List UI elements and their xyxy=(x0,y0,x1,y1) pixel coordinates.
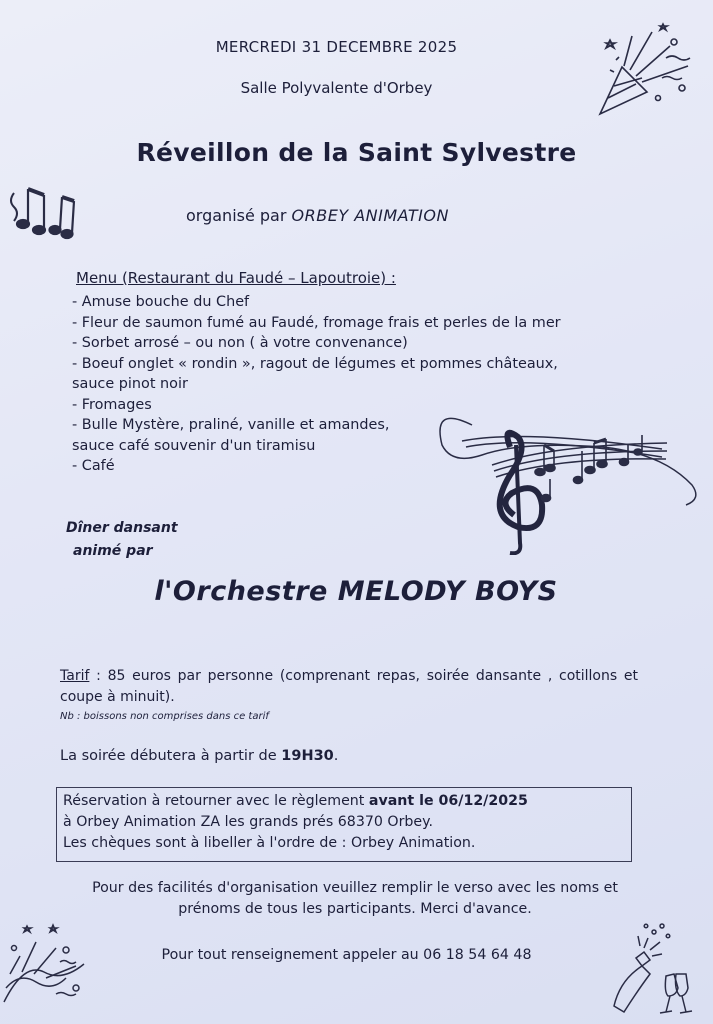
reservation-box xyxy=(56,787,632,862)
dinner-line-2: animé par xyxy=(73,543,153,559)
list-item: - Bulle Mystère, praliné, vanille et amandes, xyxy=(72,417,390,433)
organizer-prefix: organisé par xyxy=(186,206,287,225)
start-end: . xyxy=(333,748,339,764)
reservation-text: Réservation à retourner avec le règlement xyxy=(63,793,369,809)
list-item: - Café xyxy=(72,458,115,474)
reservation-line-1 xyxy=(63,791,631,812)
music-notes-icon xyxy=(4,183,79,241)
menu-heading: Menu (Restaurant du Faudé – Lapoutroie) : xyxy=(76,269,396,287)
orchestra-name: l'Orchestre MELODY BOYS xyxy=(154,576,558,607)
reservation-line-2: à Orbey Animation ZA les grands prés 68370 Orbey. xyxy=(63,814,434,830)
list-item: - Sorbet arrosé – ou non ( à votre convenance) xyxy=(72,335,408,351)
list-item: - Fleur de saumon fumé au Faudé, fromage frais et perles de la mer xyxy=(72,314,561,331)
list-item: sauce café souvenir d'un tiramisu xyxy=(72,437,316,454)
start-text: La soirée débutera à partir de xyxy=(60,748,282,764)
facilities-line-2: prénoms de tous les participants. Merci d'avance. xyxy=(178,901,532,917)
contact-phone: Pour tout renseignement appeler au 06 18 54 64 48 xyxy=(161,947,532,963)
organizer xyxy=(186,206,449,225)
list-item: sauce pinot noir xyxy=(72,376,188,392)
organizer-name: ORBEY ANIMATION xyxy=(291,206,449,225)
facilities-note xyxy=(40,878,670,920)
champagne-icon xyxy=(606,918,702,1016)
treble-clef-staff-icon xyxy=(432,405,697,555)
tarif-label: Tarif xyxy=(60,668,90,684)
event-date: MERCREDI 31 DECEMBRE 2025 xyxy=(215,38,458,56)
confetti-icon xyxy=(0,918,90,1008)
start-hour: 19H30 xyxy=(281,748,334,764)
facilities-line-1: Pour des facilités d'organisation veuillez remplir le verso avec les noms et xyxy=(92,880,618,896)
event-title: Réveillon de la Saint Sylvestre xyxy=(136,138,577,167)
reservation-line-3: Les chèques sont à libeller à l'ordre de : Orbey Animation. xyxy=(63,835,476,851)
dinner-line-1: Dîner dansant xyxy=(66,520,178,536)
party-popper-icon xyxy=(592,22,697,122)
list-item: - Boeuf onglet « rondin », ragout de légumes et pommes châteaux, xyxy=(72,355,558,372)
dinner-dance xyxy=(66,517,178,563)
tarif xyxy=(60,666,638,708)
reservation-deadline: avant le 06/12/2025 xyxy=(368,793,528,809)
start-time xyxy=(60,748,338,764)
tarif-text: : 85 euros par personne (comprenant repas, soirée dansante , cotillons et coupe à minuit). xyxy=(60,668,638,705)
list-item: - Amuse bouche du Chef xyxy=(72,294,250,310)
tarif-note: Nb : boissons non comprises dans ce tarif xyxy=(60,711,269,722)
event-venue: Salle Polyvalente d'Orbey xyxy=(240,79,433,97)
list-item: - Fromages xyxy=(72,396,152,413)
